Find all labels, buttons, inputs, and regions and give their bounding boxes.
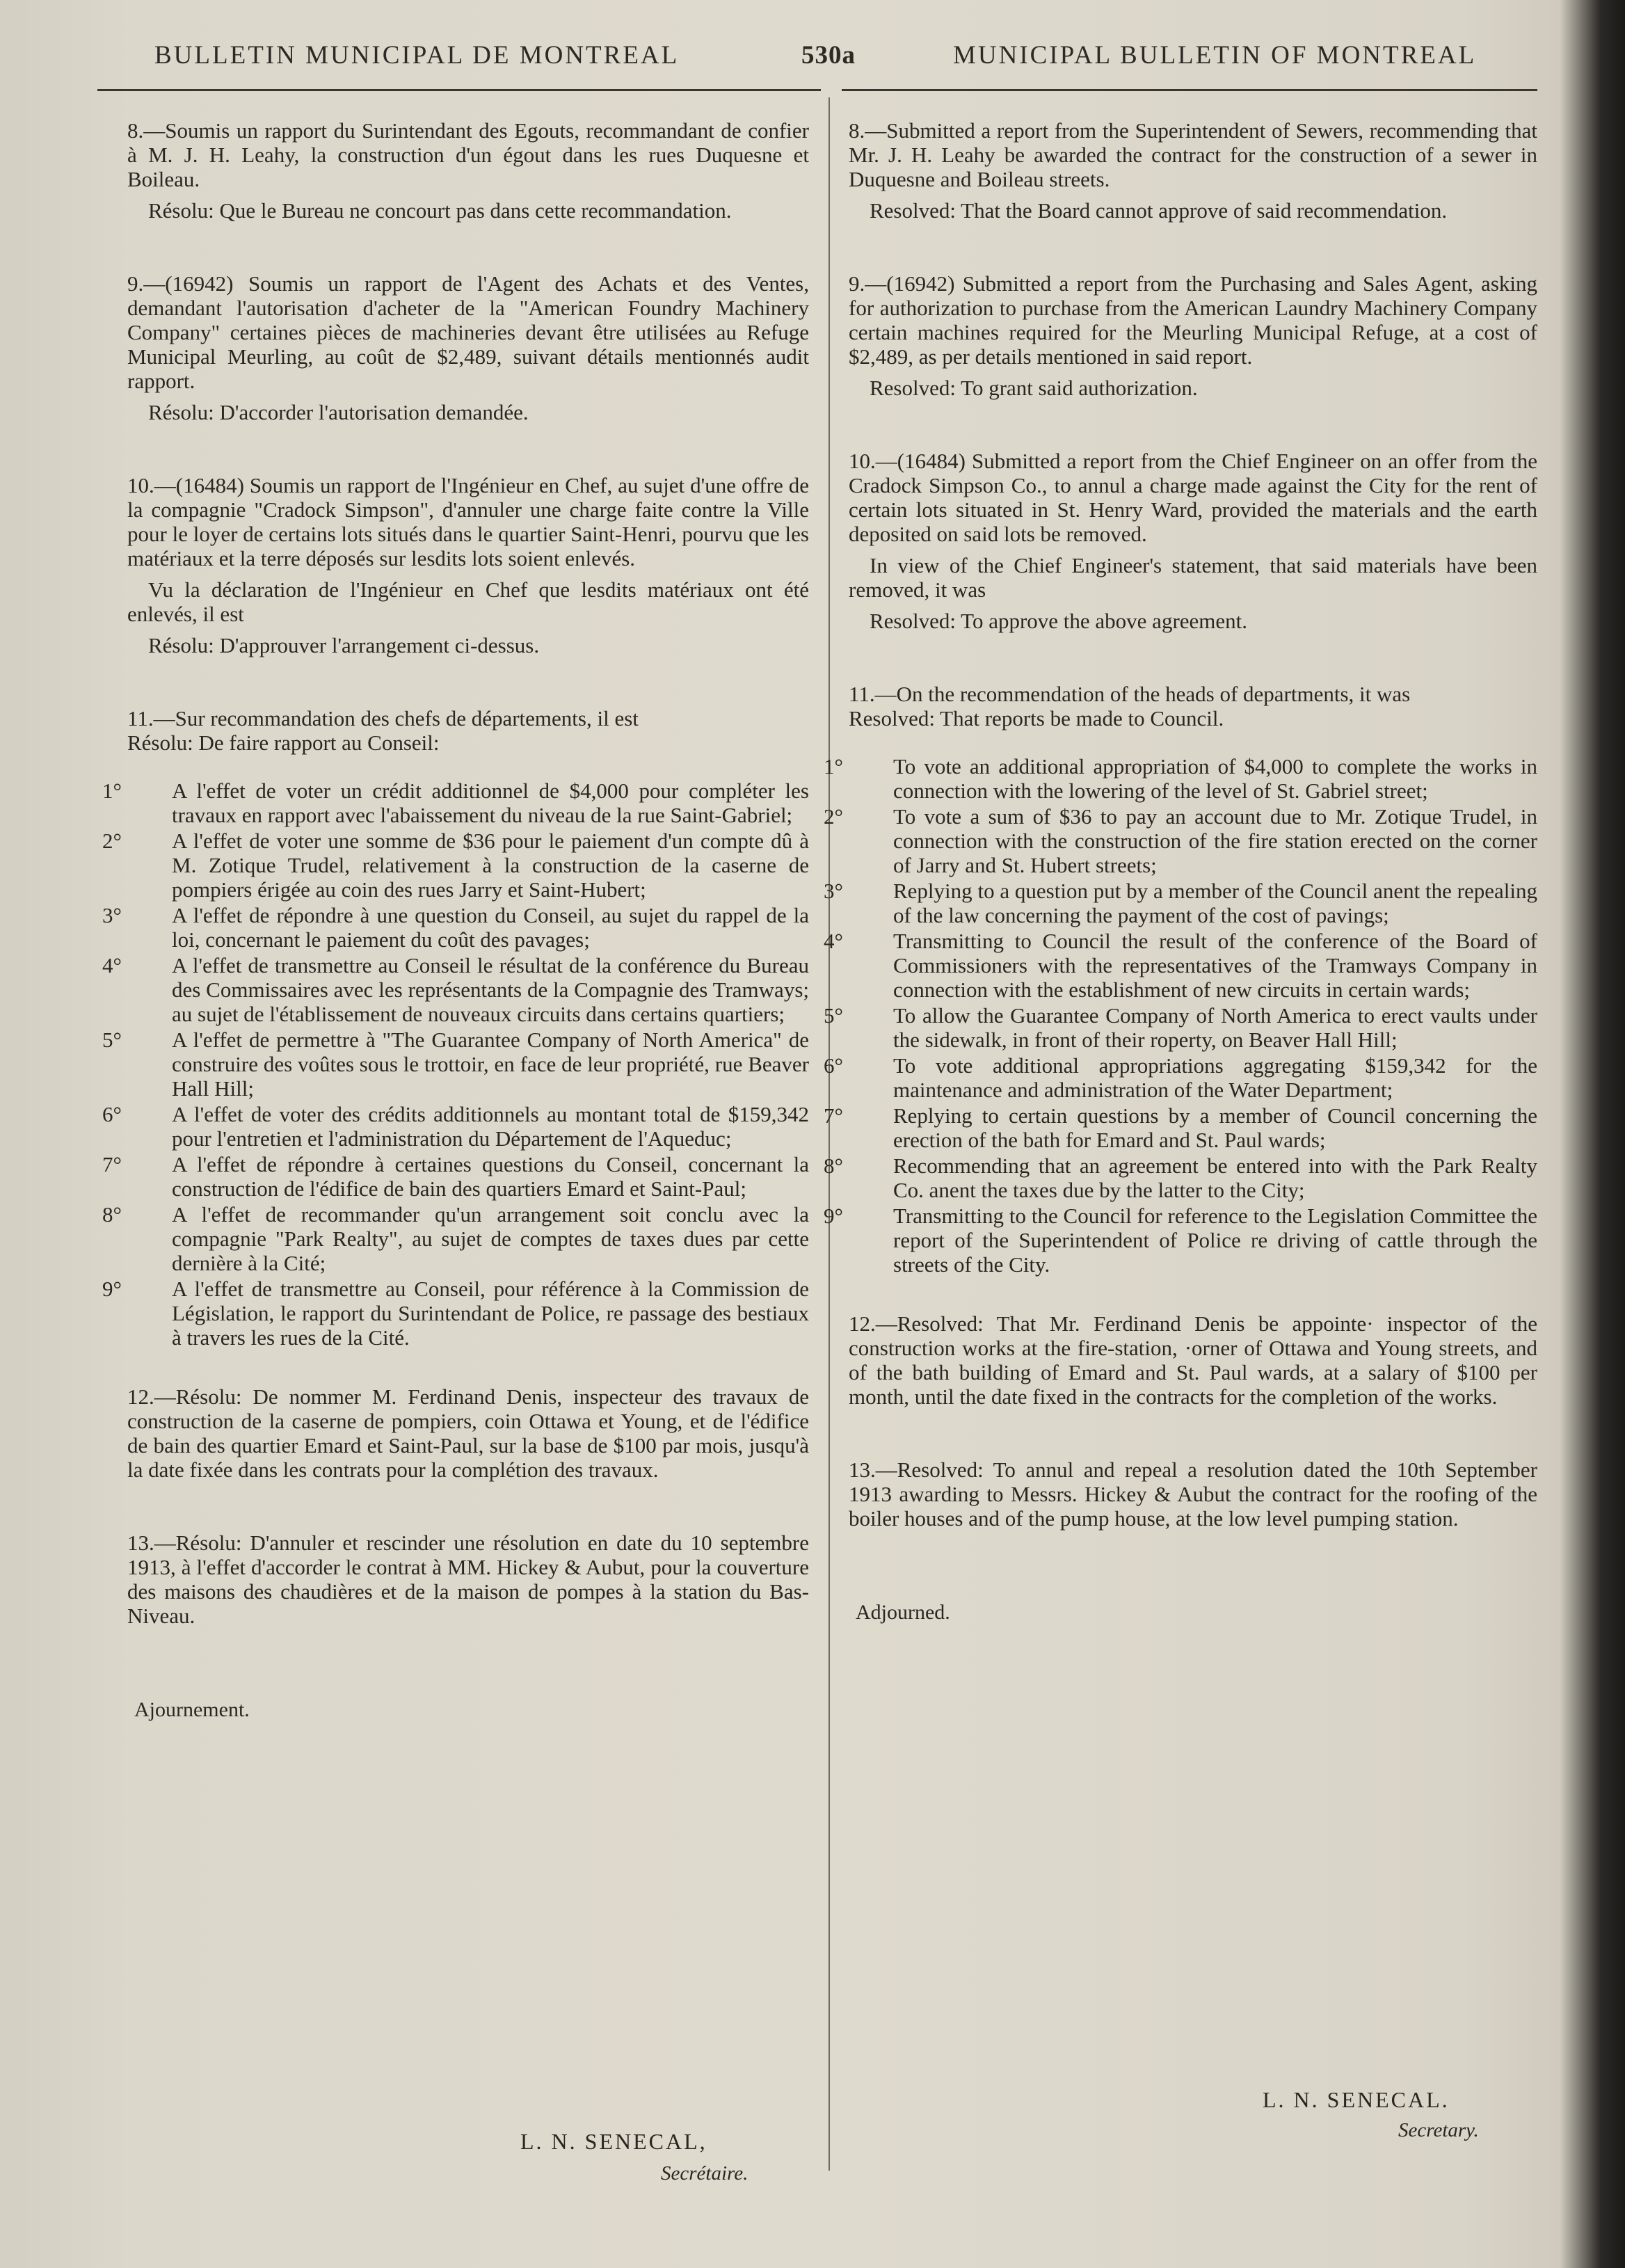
fr-item-9-resolution: Résolu: D'accorder l'autorisation demandée. — [148, 400, 529, 424]
list-item — [99, 1277, 809, 1350]
en-item-13 — [849, 1458, 1537, 1531]
list-item — [821, 1003, 1537, 1052]
list-item — [821, 754, 1537, 803]
list-item-number: 2° — [102, 829, 122, 853]
fr-signature-title: Secrétaire. — [661, 2162, 749, 2185]
en-item-10 — [849, 449, 1537, 633]
list-item-number: 4° — [102, 953, 122, 977]
en-report-list — [824, 754, 1537, 1277]
list-item — [821, 1153, 1537, 1202]
list-item-number: 9° — [102, 1277, 122, 1301]
fr-item-8 — [127, 118, 809, 223]
fr-item-10-statement: Vu la déclaration de l'Ingénieur en Chef que lesdits matériaux ont été enlevés, il est — [127, 577, 809, 626]
french-column — [102, 118, 809, 1722]
list-item — [99, 1028, 809, 1101]
list-item — [99, 1152, 809, 1201]
page-number: 530a — [801, 41, 856, 70]
en-item-12 — [849, 1311, 1537, 1409]
fr-item-11-resolution: Résolu: De faire rapport au Conseil: — [127, 730, 440, 755]
list-item-number: 2° — [824, 804, 843, 829]
list-item — [99, 1202, 809, 1275]
fr-item-8-text: 8.—Soumis un rapport du Surintendant des Egouts, recommandant de confier à M. J. H. Leahy, la construction d'un égout dans les rues Duquesne et Boileau. — [127, 118, 809, 191]
list-item — [821, 804, 1537, 877]
en-item-11-text: 11.—On the recommendation of the heads of departments, it was — [849, 682, 1411, 706]
fr-item-9 — [127, 271, 809, 424]
en-signature-name: L. N. SENECAL. — [1263, 2087, 1450, 2112]
page-header — [0, 36, 1625, 78]
list-item-text: A l'effet de recommander qu'un arrangement soit conclu avec la compagnie "Park Realty", au sujet de comptes de taxes dues par cette dernière à la Cité; — [172, 1202, 809, 1275]
fr-item-10 — [127, 473, 809, 657]
list-item-text: A l'effet de voter une somme de $36 pour le paiement d'un compte dû à M. Zotique Trudel, relativement à la construction de la caserne de pompiers érigée au coin des rues Jarry et Saint-Hubert; — [172, 829, 809, 902]
fr-item-11-text: 11.—Sur recommandation des chefs de départements, il est — [127, 706, 639, 730]
en-item-12-text: 12.—Resolved: That Mr. Ferdinand Denis be appointe· inspector of the construction works at the fire-station, ·orner of Ottawa and Young streets, and of the bath building of Emard and St. Paul wards, at a salary of $100 per month, until the date fixed in the contracts for the completion of the works. — [849, 1311, 1537, 1409]
list-item — [821, 879, 1537, 927]
en-item-8 — [849, 118, 1537, 223]
fr-item-9-text: 9.—(16942) Soumis un rapport de l'Agent des Achats et des Ventes, demandant l'autorisation d'acheter de la "American Foundry Machinery Company" certaines pièces de machineries devant être utilisées au Refuge Municipal Meurling, au coût de $2,489, suivant détails mentionnés audit rapport. — [127, 271, 809, 393]
list-item-text: To vote a sum of $36 to pay an account due to Mr. Zotique Trudel, in connection with the construction of the fire station erected on the corner of Jarry and St. Hubert streets; — [893, 804, 1537, 877]
list-item — [99, 1102, 809, 1151]
en-signature-title: Secretary. — [1398, 2119, 1479, 2141]
en-item-11 — [849, 682, 1537, 730]
list-item-number: 3° — [824, 879, 843, 903]
list-item-text: A l'effet de voter un crédit additionnel de $4,000 pour compléter les travaux en rapport avec l'abaissement du niveau de la rue Saint-Gabriel; — [172, 778, 809, 827]
list-item-text: A l'effet de voter des crédits additionnels au montant total de $159,342 pour l'entretien et l'administration du Département de l'Aqueduc; — [172, 1102, 809, 1151]
list-item-number: 7° — [102, 1152, 122, 1176]
fr-item-10-text: 10.—(16484) Soumis un rapport de l'Ingénieur en Chef, au sujet d'une offre de la compagnie "Cradock Simpson", d'annuler une charge faite contre la Ville pour le loyer de certains lots situés dans le quartier Saint-Henri, pourvu que les matériaux et la terre déposés sur lesdits lots soient enlevés. — [127, 473, 809, 570]
list-item-number: 1° — [824, 754, 843, 778]
header-title-en: MUNICIPAL BULLETIN OF MONTREAL — [953, 41, 1477, 70]
fr-item-11 — [127, 706, 809, 755]
list-item-number: 3° — [102, 903, 122, 927]
list-item-number: 6° — [824, 1053, 843, 1078]
en-item-10-resolution: Resolved: To approve the above agreement. — [870, 609, 1248, 633]
list-item-text: Replying to a question put by a member of the Council anent the repealing of the law concerning the payment of the cost of pavings; — [893, 879, 1537, 927]
fr-item-10-resolution: Résolu: D'approuver l'arrangement ci-dessus. — [148, 633, 540, 657]
en-item-13-text: 13.—Resolved: To annul and repeal a resolution dated the 10th September 1913 awarding to Messrs. Hickey & Aubut the contract for the roofing of the boiler houses and of the pump house, at the low level pumping station. — [849, 1458, 1537, 1531]
list-item-number: 8° — [102, 1202, 122, 1227]
fr-adjournment: Ajournement. — [134, 1698, 250, 1721]
fr-item-8-resolution: Résolu: Que le Bureau ne concourt pas dans cette recommandation. — [148, 198, 732, 223]
list-item — [99, 953, 809, 1026]
en-item-10-text: 10.—(16484) Submitted a report from the Chief Engineer on an offer from the Cradock Simpson Co., to annul a charge made against the City for the rent of certain lots situated in St. Henry Ward, provided the materials and the earth deposited on said lots be removed. — [849, 449, 1537, 546]
list-item-text: Transmitting to the Council for reference to the Legislation Committee the report of the Superintendent of Police re driving of cattle through the streets of the City. — [893, 1204, 1537, 1277]
en-item-8-resolution: Resolved: That the Board cannot approve of said recommendation. — [870, 198, 1448, 223]
en-item-9 — [849, 271, 1537, 400]
en-adjournment: Adjourned. — [856, 1601, 950, 1624]
en-item-9-text: 9.—(16942) Submitted a report from the Purchasing and Sales Agent, asking for authorization to purchase from the American Laundry Machinery Company certain machines required for the Meurling Municipal Refuge, at a cost of $2,489, as per details mentioned in said report. — [849, 271, 1537, 369]
list-item-number: 5° — [102, 1028, 122, 1052]
list-item-number: 4° — [824, 929, 843, 953]
header-rule-right — [842, 89, 1537, 91]
list-item-number: 7° — [824, 1103, 843, 1128]
list-item — [99, 778, 809, 827]
list-item-text: To allow the Guarantee Company of North America to erect vaults under the sidewalk, in front of their roperty, on Beaver Hall Hill; — [893, 1003, 1537, 1052]
list-item-text: A l'effet de permettre à "The Guarantee Company of North America" de construire des voûtes sous le trottoir, en face de leur propriété, rue Beaver Hall Hill; — [172, 1028, 809, 1101]
english-column — [824, 118, 1537, 1624]
list-item-text: Transmitting to Council the result of the conference of the Board of Commissioners with the representatives of the Tramways Company in connection with the establishment of new circuits in certain wards; — [893, 929, 1537, 1002]
list-item-number: 9° — [824, 1204, 843, 1228]
list-item — [99, 829, 809, 902]
list-item — [821, 1053, 1537, 1102]
list-item-text: To vote additional appropriations aggregating $159,342 for the maintenance and administration of the Water Department; — [893, 1053, 1537, 1102]
list-item — [821, 1204, 1537, 1277]
fr-item-12-text: 12.—Résolu: De nommer M. Ferdinand Denis, inspecteur des travaux de construction de la caserne de pompiers, coin Ottawa et Young, et de l'édifice de bain des quartier Emard et Saint-Paul, sur la base de $100 par mois, jusqu'à la date fixée dans les contrats pour la complétion des travaux. — [127, 1384, 809, 1482]
list-item-text: Replying to certain questions by a member of Council concerning the erection of the bath for Emard and St. Paul wards; — [893, 1103, 1537, 1152]
list-item-text: A l'effet de répondre à certaines questions du Conseil, concernant la construction de l'édifice de bain des quartiers Emard et Saint-Paul; — [172, 1152, 809, 1201]
list-item-number: 6° — [102, 1102, 122, 1126]
list-item-number: 5° — [824, 1003, 843, 1028]
list-item-text: A l'effet de répondre à une question du Conseil, au sujet du rappel de la loi, concernant le paiement du coût des pavages; — [172, 903, 809, 952]
fr-report-list — [102, 778, 809, 1350]
list-item-text: Recommending that an agreement be entered into with the Park Realty Co. anent the taxes due by the latter to the City; — [893, 1153, 1537, 1202]
list-item — [99, 903, 809, 952]
list-item-number: 8° — [824, 1153, 843, 1178]
en-item-9-resolution: Resolved: To grant said authorization. — [870, 376, 1198, 400]
list-item-text: A l'effet de transmettre au Conseil, pour référence à la Commission de Législation, le rapport du Surintendant de Police, re passage des bestiaux à travers les rues de la Cité. — [172, 1277, 809, 1350]
list-item-text: A l'effet de transmettre au Conseil le résultat de la conférence du Bureau des Commissaires avec les représentants de la Compagnie des Tramways; au sujet de l'établissement de nouveaux circuits dans certains quartiers; — [172, 953, 809, 1026]
list-item-number: 1° — [102, 778, 122, 803]
en-item-11-resolution: Resolved: That reports be made to Council. — [849, 706, 1224, 730]
fr-item-13-text: 13.—Résolu: D'annuler et rescinder une résolution en date du 10 septembre 1913, à l'effet d'accorder le contrat à MM. Hickey & Aubut, pour la couverture des maisons des chaudières et de la maison de pompes à la station du Bas-Niveau. — [127, 1531, 809, 1628]
header-title-fr: BULLETIN MUNICIPAL DE MONTREAL — [154, 41, 680, 70]
header-rule-left — [97, 89, 821, 91]
en-item-10-statement: In view of the Chief Engineer's statement, that said materials have been removed, it was — [849, 553, 1537, 602]
fr-item-12 — [127, 1384, 809, 1482]
fr-signature-name: L. N. SENECAL, — [520, 2129, 707, 2154]
list-item-text: To vote an additional appropriation of $4,000 to complete the works in connection with the lowering of the level of St. Gabriel street; — [893, 754, 1537, 803]
fr-item-13 — [127, 1531, 809, 1628]
list-item — [821, 1103, 1537, 1152]
list-item — [821, 929, 1537, 1002]
en-item-8-text: 8.—Submitted a report from the Superintendent of Sewers, recommending that Mr. J. H. Leahy be awarded the contract for the construction of a sewer in Duquesne and Boileau streets. — [849, 118, 1537, 191]
